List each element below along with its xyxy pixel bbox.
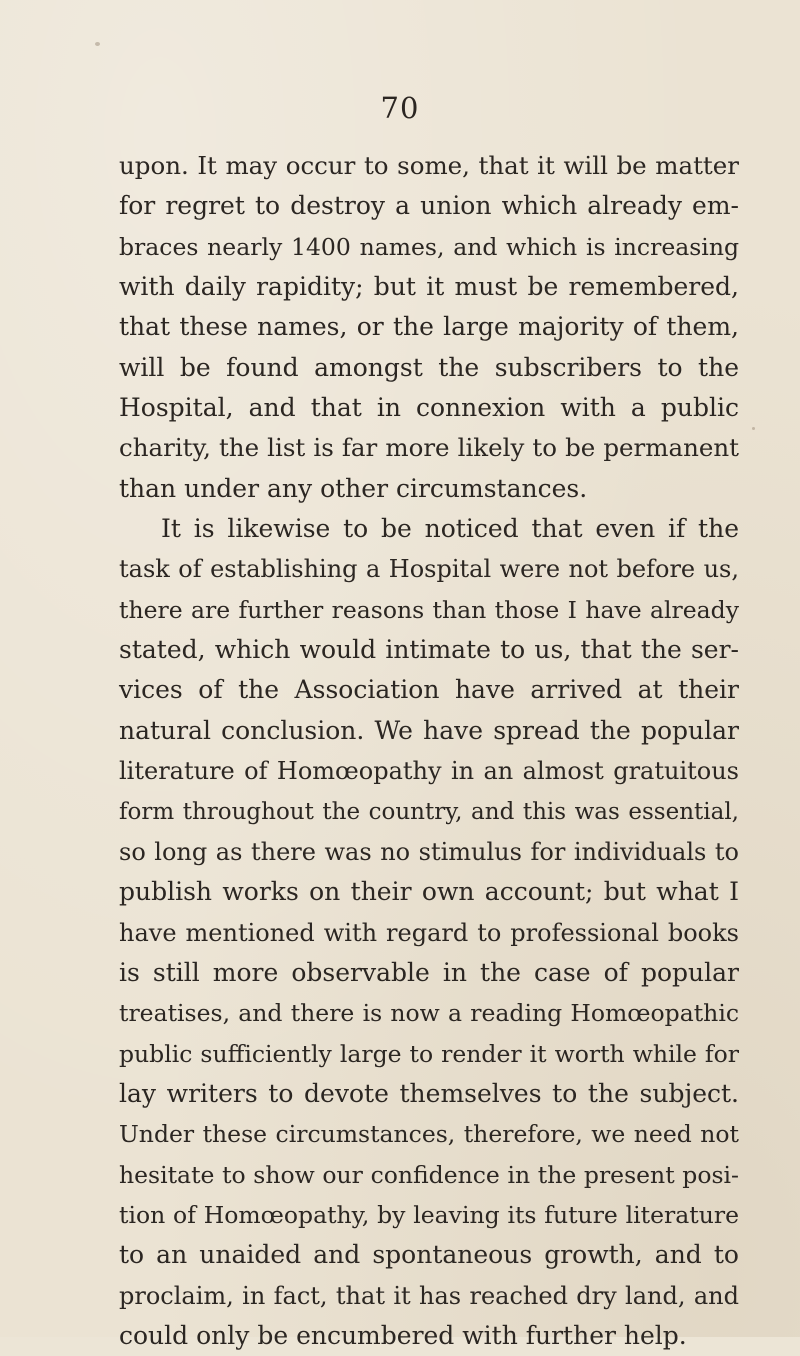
text-line: there are further reasons than those I have already	[119, 595, 739, 624]
text-line: with daily rapidity; but it must be remembered,	[119, 272, 739, 302]
text-line: that these names, or the large majority of them,	[119, 312, 739, 342]
text-line: stated, which would intimate to us, that the ser-	[119, 635, 739, 665]
text-line: treatises, and there is now a reading Homœopathic	[119, 999, 739, 1028]
text-line: lay writers to devote themselves to the subject.	[119, 1078, 739, 1108]
text-line: proclaim, in fact, that it has reached dry land, and	[119, 1281, 739, 1310]
text-line: could only be encumbered with further help.	[119, 1320, 687, 1350]
text-line: braces nearly 1400 names, and which is increasing	[119, 232, 739, 261]
paragraph-start-line: It is likewise to be noticed that even if the	[161, 514, 739, 544]
ink-spot	[752, 427, 755, 430]
text-line: will be found amongst the subscribers to the	[119, 352, 739, 382]
page-number: 70	[380, 91, 420, 125]
text-line: literature of Homœopathy in an almost gratuitous	[119, 757, 739, 786]
text-line: form throughout the country, and this was essential,	[119, 798, 739, 825]
text-line: natural conclusion. We have spread the popular	[119, 715, 739, 745]
text-line: for regret to destroy a union which already em-	[119, 191, 739, 221]
text-line: tion of Homœopathy, by leaving its future literature	[119, 1200, 739, 1229]
text-line: have mentioned with regard to professional books	[119, 918, 739, 947]
text-line: publish works on their own account; but what I	[119, 877, 739, 907]
ink-spot	[95, 42, 100, 46]
text-line: task of establishing a Hospital were not before us,	[119, 555, 739, 584]
text-line: Hospital, and that in connexion with a public	[119, 393, 739, 423]
text-line: upon. It may occur to some, that it will be matter	[119, 151, 739, 180]
text-line: to an unaided and spontaneous growth, and to	[119, 1240, 739, 1270]
text-line: public sufficiently large to render it worth while for	[119, 1039, 739, 1068]
text-line: so long as there was no stimulus for individuals to	[119, 837, 739, 866]
text-line: hesitate to show our confidence in the present posi-	[119, 1160, 739, 1189]
text-line: than under any other circumstances.	[119, 473, 588, 503]
text-line: is still more observable in the case of popular	[119, 957, 739, 987]
text-line: charity, the list is far more likely to be permanent	[119, 433, 739, 463]
text-line: Under these circumstances, therefore, we need not	[119, 1120, 739, 1149]
text-line: vices of the Association have arrived at their	[119, 675, 739, 705]
body-text	[119, 146, 739, 1356]
